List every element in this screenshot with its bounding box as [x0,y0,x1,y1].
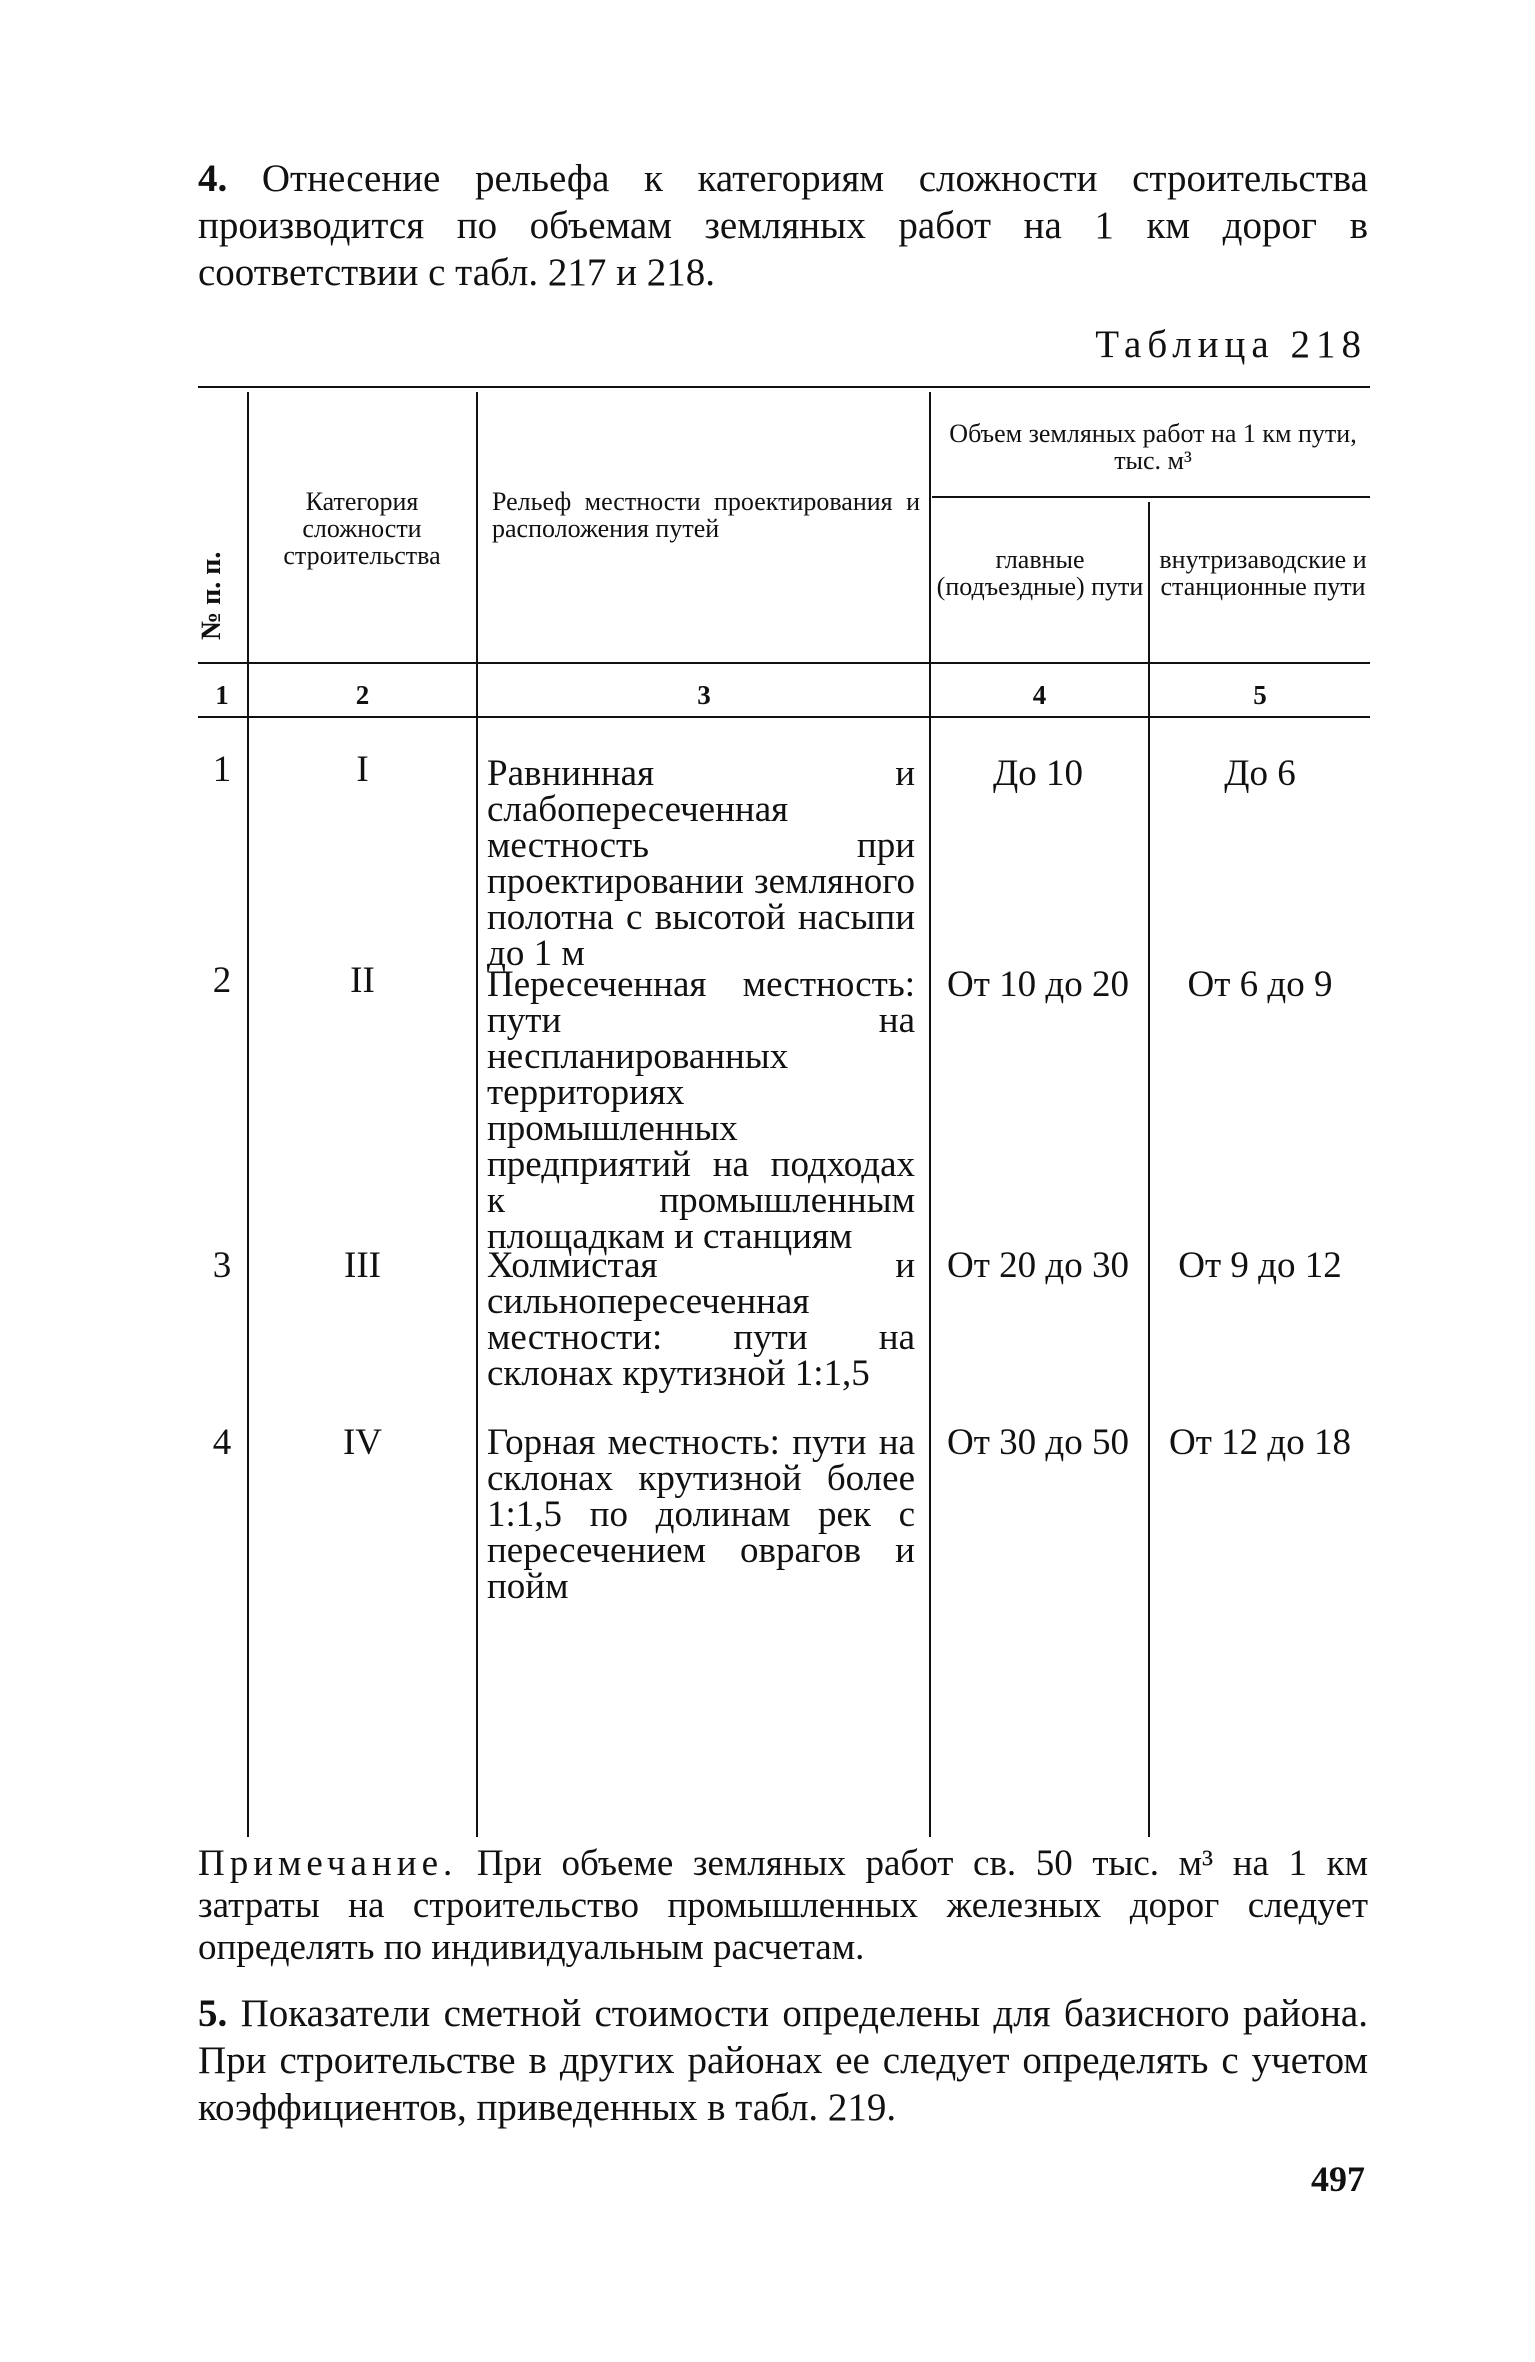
paragraph-5-number: 5. [198,1992,228,2035]
paragraph-5-text: Показатели сметной стоимости определены для базисного района. При строительстве в других районах ее следует определять с учетом коэффициентов, приведенных в табл. 219. [198,1992,1368,2129]
column-divider-2 [476,392,478,1837]
column-number-5: 5 [1253,680,1267,710]
row-1-internal: До 6 [1224,753,1296,794]
column-number-4: 4 [1032,680,1047,710]
column-divider-3 [929,392,931,1837]
page-number: 497 [1311,2159,1365,2199]
row-2-category: II [350,960,375,1001]
column-numbers-rule [198,716,1370,718]
row-2-internal: От 6 до 9 [1187,964,1333,1005]
column-number-3: 3 [697,680,711,710]
row-3-number: 3 [212,1245,232,1286]
column-number-2: 2 [355,680,370,710]
header-main-paths: главные (подъездные) пути [936,545,1144,601]
row-4-internal: От 12 до 18 [1169,1422,1351,1463]
note-text: При объеме земляных работ св. 50 тыс. м³ на 1 км затраты на строительство промышленных железных дорог следует определять по индивидуальным расчетам. [198,1843,1368,1968]
row-4-category: IV [342,1422,383,1463]
column-number-1: 1 [215,680,229,710]
row-1-category: I [356,749,369,790]
header-relief: Рельеф местности проектирования и расположения путей [492,487,920,543]
note-label: Примечание. [198,1843,458,1884]
row-3-internal: От 9 до 12 [1178,1245,1342,1286]
table-title: Таблица 218 [1095,323,1367,366]
paragraph-5 [198,1990,1368,2131]
header-volume-group: Объем земляных работ на 1 км пути, тыс. м³ [949,419,1357,475]
paragraph-4-number: 4. [198,157,228,200]
row-1-relief: Равнинная и слабопересеченная местность при проектировании земляного полотна с высотой насыпи до 1 м [487,753,915,974]
row-1-number: 1 [212,749,232,790]
row-2-relief: Пересеченная местность: пути на неспланированных территориях промышленных предприятий на подходах к промышленным площадкам и станциям [487,964,915,1257]
row-4-relief: Горная местность: пути на склонах крутизной более 1:1,5 по долинам рек с пересечением оврагов и пойм [487,1422,915,1607]
row-1-main: До 10 [993,753,1083,794]
row-3-relief: Холмистая и сильнопересеченная местности: пути на склонах крутизной 1:1,5 [487,1245,915,1394]
paragraph-4-text: Отнесение рельефа к категориям сложности строительства производится по объемам земляных работ на 1 км дорог в соответствии с табл. 217 и 218. [198,157,1368,294]
header-internal-paths: внутризаводские и станционные пути [1159,545,1367,601]
column-divider-1 [247,392,249,1837]
table-top-rule [198,386,1370,388]
paragraph-4 [198,155,1368,296]
row-3-main: От 20 до 30 [947,1245,1129,1286]
row-2-main: От 10 до 20 [947,964,1129,1005]
row-3-category: III [344,1245,381,1286]
row-2-number: 2 [212,960,232,1001]
header-bottom-rule [198,662,1370,664]
row-4-main: От 30 до 50 [947,1422,1129,1463]
volume-group-rule [932,496,1370,498]
header-category: Категория сложности строительства [283,487,441,570]
table-note [198,1843,1368,1969]
header-row-number: № п. п. [196,551,227,640]
row-4-number: 4 [212,1422,232,1463]
